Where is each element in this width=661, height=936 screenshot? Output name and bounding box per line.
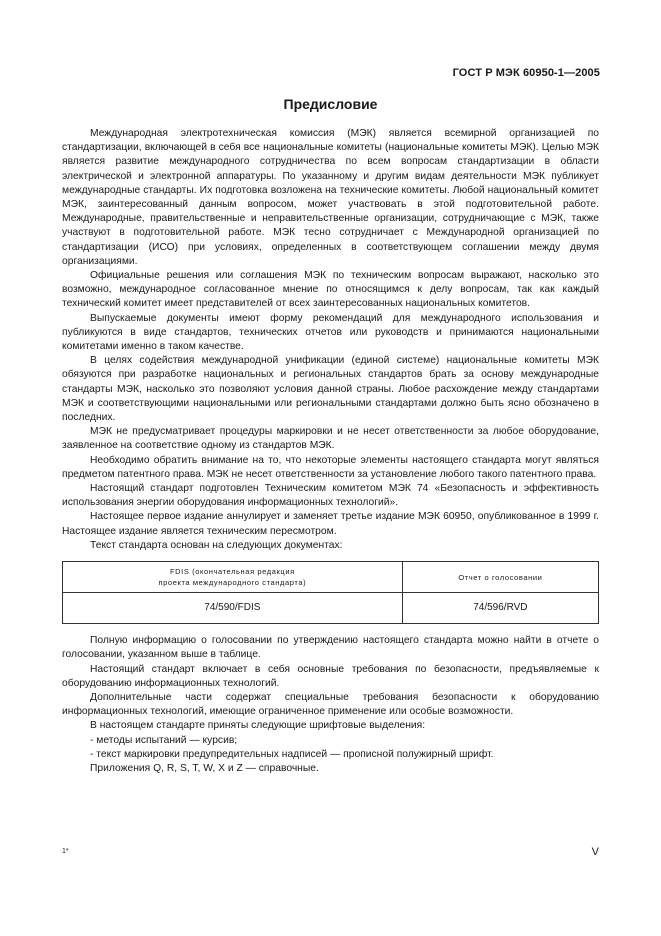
table-header-fdis — [63, 562, 403, 593]
voting-documents-table — [62, 561, 599, 624]
document-code: ГОСТ Р МЭК 60950-1—2005 — [452, 67, 600, 79]
paragraph: Выпускаемые документы имеют форму рекомендаций для международного использования и публикуются в виде стандартов, технических отчетов или руководств и принимаются национальными комитетами именно в таком качестве. — [62, 312, 599, 353]
body-text — [62, 127, 599, 776]
footer-sheet-mark: 1* — [62, 848, 69, 855]
paragraph: В целях содействия международной унификации (единой системе) национальные комитеты МЭК обязуются при разработке национальных и региональных стандартов брать за основу международные стандарты МЭК, насколько это позволяют условия данной страны. Любое расхождение между стандартами МЭК и соответствующими национальными или региональными стандартами должно быть ясно обозначено в последних. — [62, 355, 599, 424]
table-header-row — [63, 562, 599, 593]
paragraph: Текст стандарта основан на следующих документах: — [90, 539, 343, 551]
table-cell-rvd: 74/596/RVD — [402, 593, 598, 624]
paragraph: Настоящее первое издание аннулирует и заменяет третье издание МЭК 60950, опубликованное в 1999 г. Настоящее издание является техническим пересмотром. — [62, 511, 599, 537]
paragraph: МЭК не предусматривает процедуры маркировки и не несет ответственности за любое оборудование, заявленное на соответствие одному из стандартов МЭК. — [62, 426, 599, 452]
paragraph: Международная электротехническая комиссия (МЭК) является всемирной организацией по стандартизации, включающей в себя все национальные комитеты (национальные комитеты МЭК). Целью МЭК является развитие международного сотрудничества по всем вопросам стандартизации в области электрической и электронной аппаратуры. По указанному и другим видам деятельности МЭК публикует международные стандарты. Их подготовка возложена на технические комитеты. Любой национальный комитет МЭК, заинтересованный данным вопросом, может участвовать в этой подготовительной работе. Международные, правительственные и неправительственные организации, сотрудничающие с МЭК, также участвуют в подготовительной работе. МЭК тесно сотрудничает с Международной организацией по стандартизации (ИСО) при условиях, определенных в соответствующем соглашении между двумя организациями. — [62, 128, 599, 267]
paragraph: Официальные решения или соглашения МЭК по техническим вопросам выражают, насколько это возможно, международное согласованное мнение по относящимся к делу вопросам, так как каждый технический комитет имеет представителей от всех заинтересованных национальных комитетов. — [62, 270, 599, 310]
table-row — [63, 593, 599, 624]
page-title: Предисловие — [283, 96, 378, 112]
paragraph: Необходимо обратить внимание на то, что некоторые элементы настоящего стандарта могут являться предметом патентного права. МЭК не несет ответственности за установление любого такого патентного права. — [62, 454, 599, 480]
paragraph: Полную информацию о голосовании по утверждению настоящего стандарта можно найти в отчете о голосовании, указанном выше в таблице. — [62, 635, 599, 661]
paragraph: Настоящий стандарт включает в себя основные требования по безопасности, предъявляемые к оборудованию информационных технологий. — [62, 663, 599, 689]
paragraph: Приложения Q, R, S, T, W, X и Z — справочные. — [90, 762, 319, 774]
header-line: FDIS (окончательная редакция — [169, 567, 295, 577]
list-item: - текст маркировки предупредительных надписей — прописной полужирный шрифт. — [90, 748, 494, 760]
page-number: V — [591, 846, 599, 858]
header-line: проекта международного стандарта) — [158, 578, 307, 588]
table-cell-fdis: 74/590/FDIS — [63, 593, 403, 624]
table-header-voting-report: Отчет о голосовании — [402, 562, 598, 593]
paragraph: В настоящем стандарте приняты следующие шрифтовые выделения: — [90, 720, 426, 732]
list-item: - методы испытаний — курсив; — [90, 734, 238, 746]
paragraph: Настоящий стандарт подготовлен Техническим комитетом МЭК 74 «Безопасность и эффективность использования энергии оборудования информационных технологий». — [62, 483, 599, 509]
paragraph: Дополнительные части содержат специальные требования безопасности к оборудованию информационных технологий, имеющие ограниченное применение или особые возможности. — [62, 691, 599, 718]
